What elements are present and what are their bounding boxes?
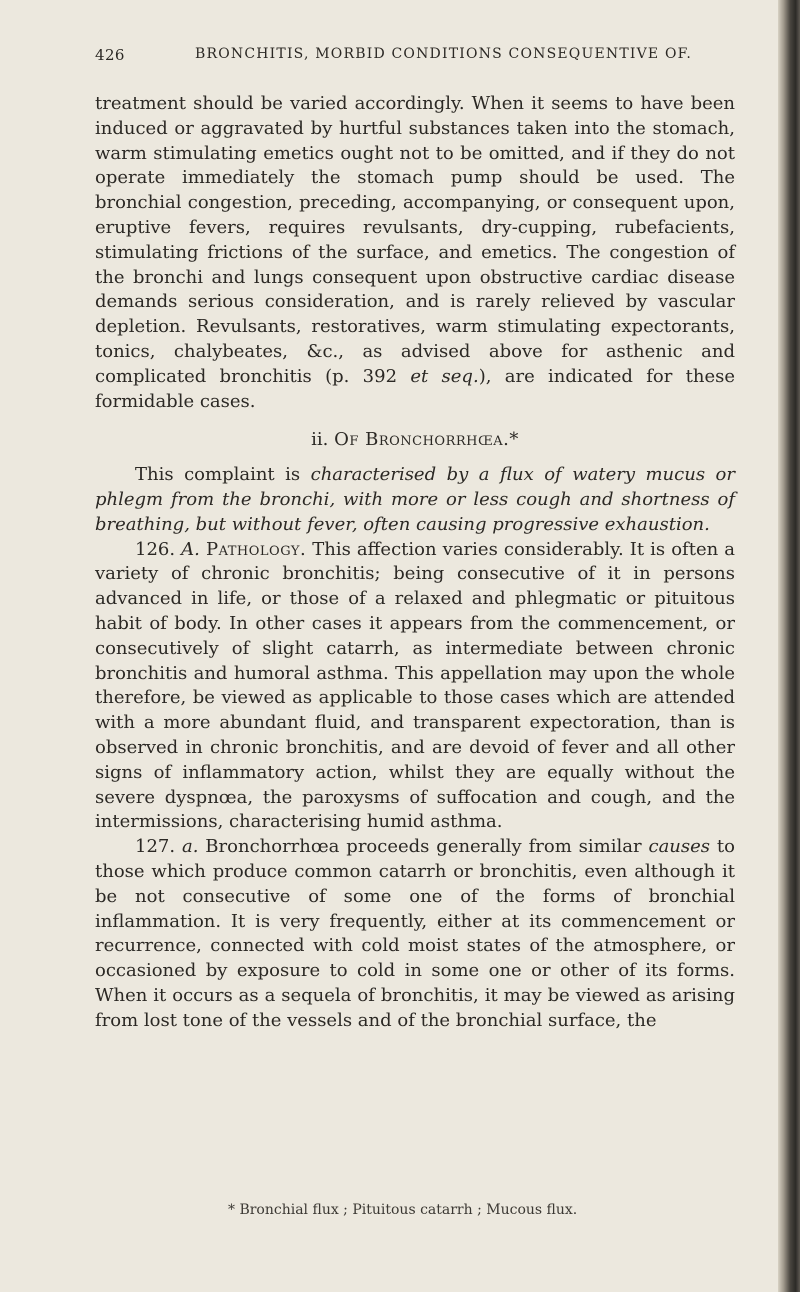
page-body <box>95 92 735 1033</box>
section-number: ii. <box>311 429 329 451</box>
running-title: BRONCHITIS, MORBID CONDITIONS CONSEQUENTIVE OF. <box>195 46 693 62</box>
footnote: * Bronchial flux ; Pituitous catarrh ; Mucous flux. <box>228 1202 578 1218</box>
page-binding-edge <box>778 0 800 1292</box>
para-letter: A. <box>181 538 200 560</box>
paragraph-126: 126. A. Pathology. This affection varies considerably. It is often a variety of chronic bronchitis; being consecutive of it in persons advanced in life, or those of a relaxed and phlegmatic or pituitous habit of body. In other cases it appears from the commencement, or consecutively of slight catarrh, as intermediate between chronic bronchitis and humoral asthma. This appellation may upon the whole therefore, be viewed as applicable to those cases which are attended with a more abundant fluid, and transparent expectoration, than is observed in chronic bronchitis, and are devoid of fever and all other signs of inflammatory action, whilst they are equally without the severe dyspnœa, the paroxysms of suffocation and cough, and the intermissions, characterising humid asthma. <box>95 538 735 833</box>
section-title: Of Bronchorrhœa.* <box>334 429 519 451</box>
para-label: Pathology. <box>205 538 307 560</box>
section-heading <box>95 428 735 453</box>
para-number: 127. <box>135 836 176 858</box>
running-header <box>95 40 720 70</box>
definition-paragraph: This complaint is characterised by a flux of watery mucus or phlegm from the bronchi, with more or less cough and shortness of breathing, but without fever, often causing progressive exhaustion. <box>95 464 735 535</box>
paragraph-continuation: treatment should be varied accordingly. When it seems to have been induced or aggravated by hurtful substances taken into the stomach, warm stimulating emetics ought not to be omitted, and if they do not operate immediately the stomach pump should be used. The bronchial congestion, preceding, accompanying, or consequent upon, eruptive fevers, requires revulsants, dry-cupping, rubefacients, stimulating frictions of the surface, and emetics. The congestion of the bronchi and lungs consequent upon obstructive cardiac disease demands serious consideration, and is rarely relieved by vascular depletion. Revulsants, restoratives, warm stimulating expectorants, tonics, chalybeates, &c., as advised above for asthenic and complicated bronchitis (p. 392 et seq.), are indicated for these formidable cases. <box>95 93 735 412</box>
para-number: 126. <box>135 538 176 560</box>
para-letter: a. <box>181 836 199 858</box>
page-number: 426 <box>95 46 125 64</box>
paragraph-127: 127. a. Bronchorrhœa proceeds generally from similar causes to those which produce common catarrh or bronchitis, even although it be not consecutive of some one of the forms of bronchial inflammation. It is very frequently, either at its commencement or recurrence, connected with cold moist states of the atmosphere, or occasioned by exposure to cold in some one or other of its forms. When it occurs as a sequela of bronchitis, it may be viewed as arising from lost tone of the vessels and of the bronchial surface, the <box>95 836 735 1031</box>
